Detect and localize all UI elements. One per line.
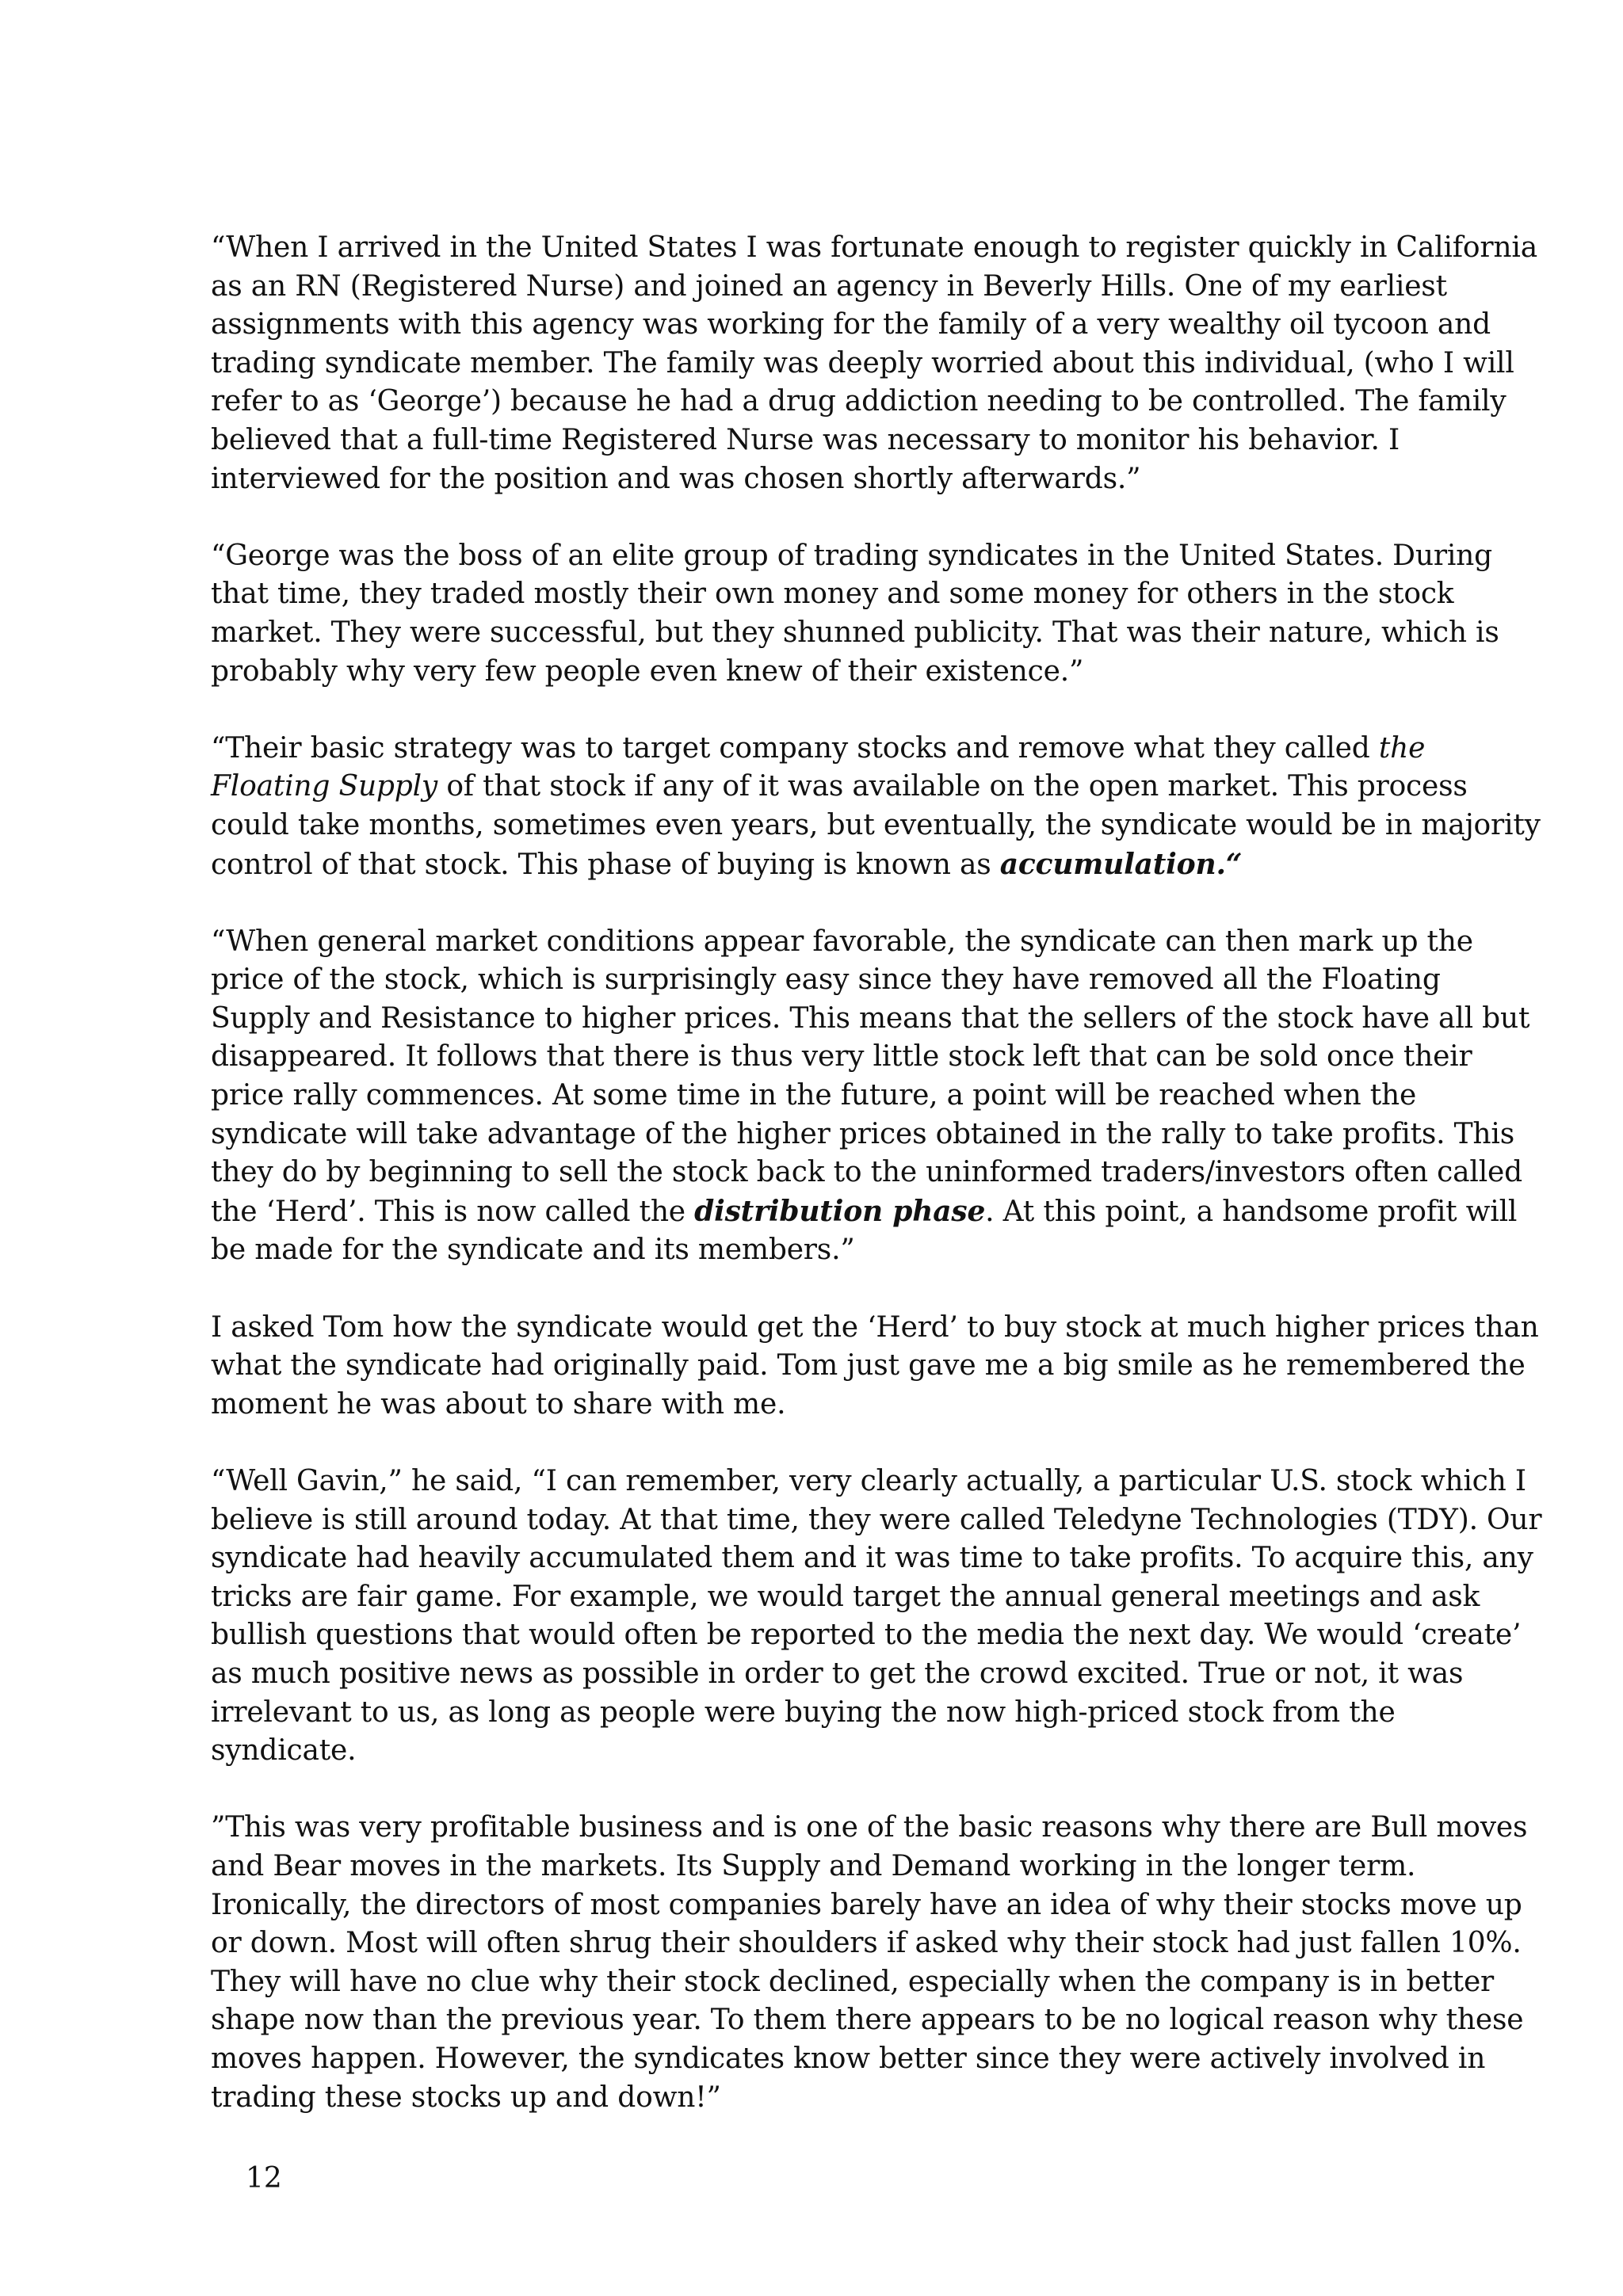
emphasis-accumulation: accumulation.“ <box>999 847 1243 881</box>
text-segment: “Their basic strategy was to target company stocks and remove what they called <box>211 731 1379 765</box>
paragraph-arrival <box>211 229 1542 498</box>
emphasis-floating-supply: the Floating Supply <box>211 731 1426 803</box>
emphasis-distribution-phase: distribution phase <box>694 1194 986 1228</box>
paragraph-herd-question <box>211 1309 1542 1425</box>
paragraph-george-boss <box>211 537 1542 691</box>
text-segment: “Well Gavin,” he said, “I can remember, very clearly actually, a particular U.S. stock which I believe is still around today. At that time, they were called Teledyne Technologies (TDY). Our syndicate had heavily accumulated them and it was time to take profits. To acquire this, any tricks are fair game. For example, we would target the annual general meetings and ask bullish questions that would often be reported to the media the next day. We would ‘create’ as much positive news as possible in order to get the crowd excited. True or not, it was irrelevant to us, as long as people were buying the now high-priced stock from the syndicate. <box>211 1465 1542 1768</box>
text-segment: “When general market conditions appear favorable, the syndicate can then mark up the price of the stock, which is surprisingly easy since they have removed all the Floating Supply and Resistance to higher prices. This means that the sellers of the stock have all but disappeared. It follows that there is thus very little stock left that can be sold once their price rally commences. At some time in the future, a point will be reached when the syndicate will take advantage of the higher prices obtained in the rally to take profits. This they do by beginning to sell the stock back to the uninformed traders/investors often called the ‘Herd’. This is now called the <box>211 925 1530 1228</box>
paragraph-teledyne <box>211 1463 1542 1771</box>
paragraph-distribution <box>211 923 1542 1270</box>
text-segment: . At this point, a handsome profit will be made for the syndicate and its members.” <box>211 1195 1518 1267</box>
paragraph-strategy <box>211 730 1542 884</box>
text-segment: of that stock if any of it was available on the open market. This process could take months, sometimes even years, but eventually, the syndicate would be in majority control of that stock. This phase of buying is known as <box>211 770 1541 881</box>
text-segment: “When I arrived in the United States I was fortunate enough to register quickly in California as an RN (Registered Nurse) and joined an agency in Beverly Hills. One of my earliest assignments with this agency was working for the family of a very wealthy oil tycoon and trading syndicate member. The family was deeply worried about this individual, (who I will refer to as ‘George’) because he had a drug addiction needing to be controlled. The family believed that a full-time Registered Nurse was necessary to monitor his behavior. I interviewed for the position and was chosen shortly afterwards.” <box>211 231 1537 495</box>
text-segment: “George was the boss of an elite group of trading syndicates in the United States. During that time, they traded mostly their own money and some money for others in the stock market. They were successful, but they shunned publicity. That was their nature, which is probably why very few people even knew of their existence.” <box>211 539 1499 688</box>
paragraph-bull-bear <box>211 1809 1542 2117</box>
text-segment: I asked Tom how the syndicate would get the ‘Herd’ to buy stock at much higher prices than what the syndicate had originally paid. Tom just gave me a big smile as he remembered the moment he was about to share with me. <box>211 1310 1539 1421</box>
text-segment: ”This was very profitable business and is one of the basic reasons why there are Bull moves and Bear moves in the markets. Its Supply and Demand working in the longer term. Ironically, the directors of most companies barely have an idea of why their stocks move up or down. Most will often shrug their shoulders if asked why their stock had just fallen 10%. They will have no clue why their stock declined, especially when the company is in better shape now than the previous year. To them there appears to be no logical reason why these moves happen. However, the syndicates know better since they were actively involved in trading these stocks up and down!” <box>211 1811 1528 2114</box>
page-number: 12 <box>246 2162 282 2195</box>
body-text <box>211 229 1542 2117</box>
